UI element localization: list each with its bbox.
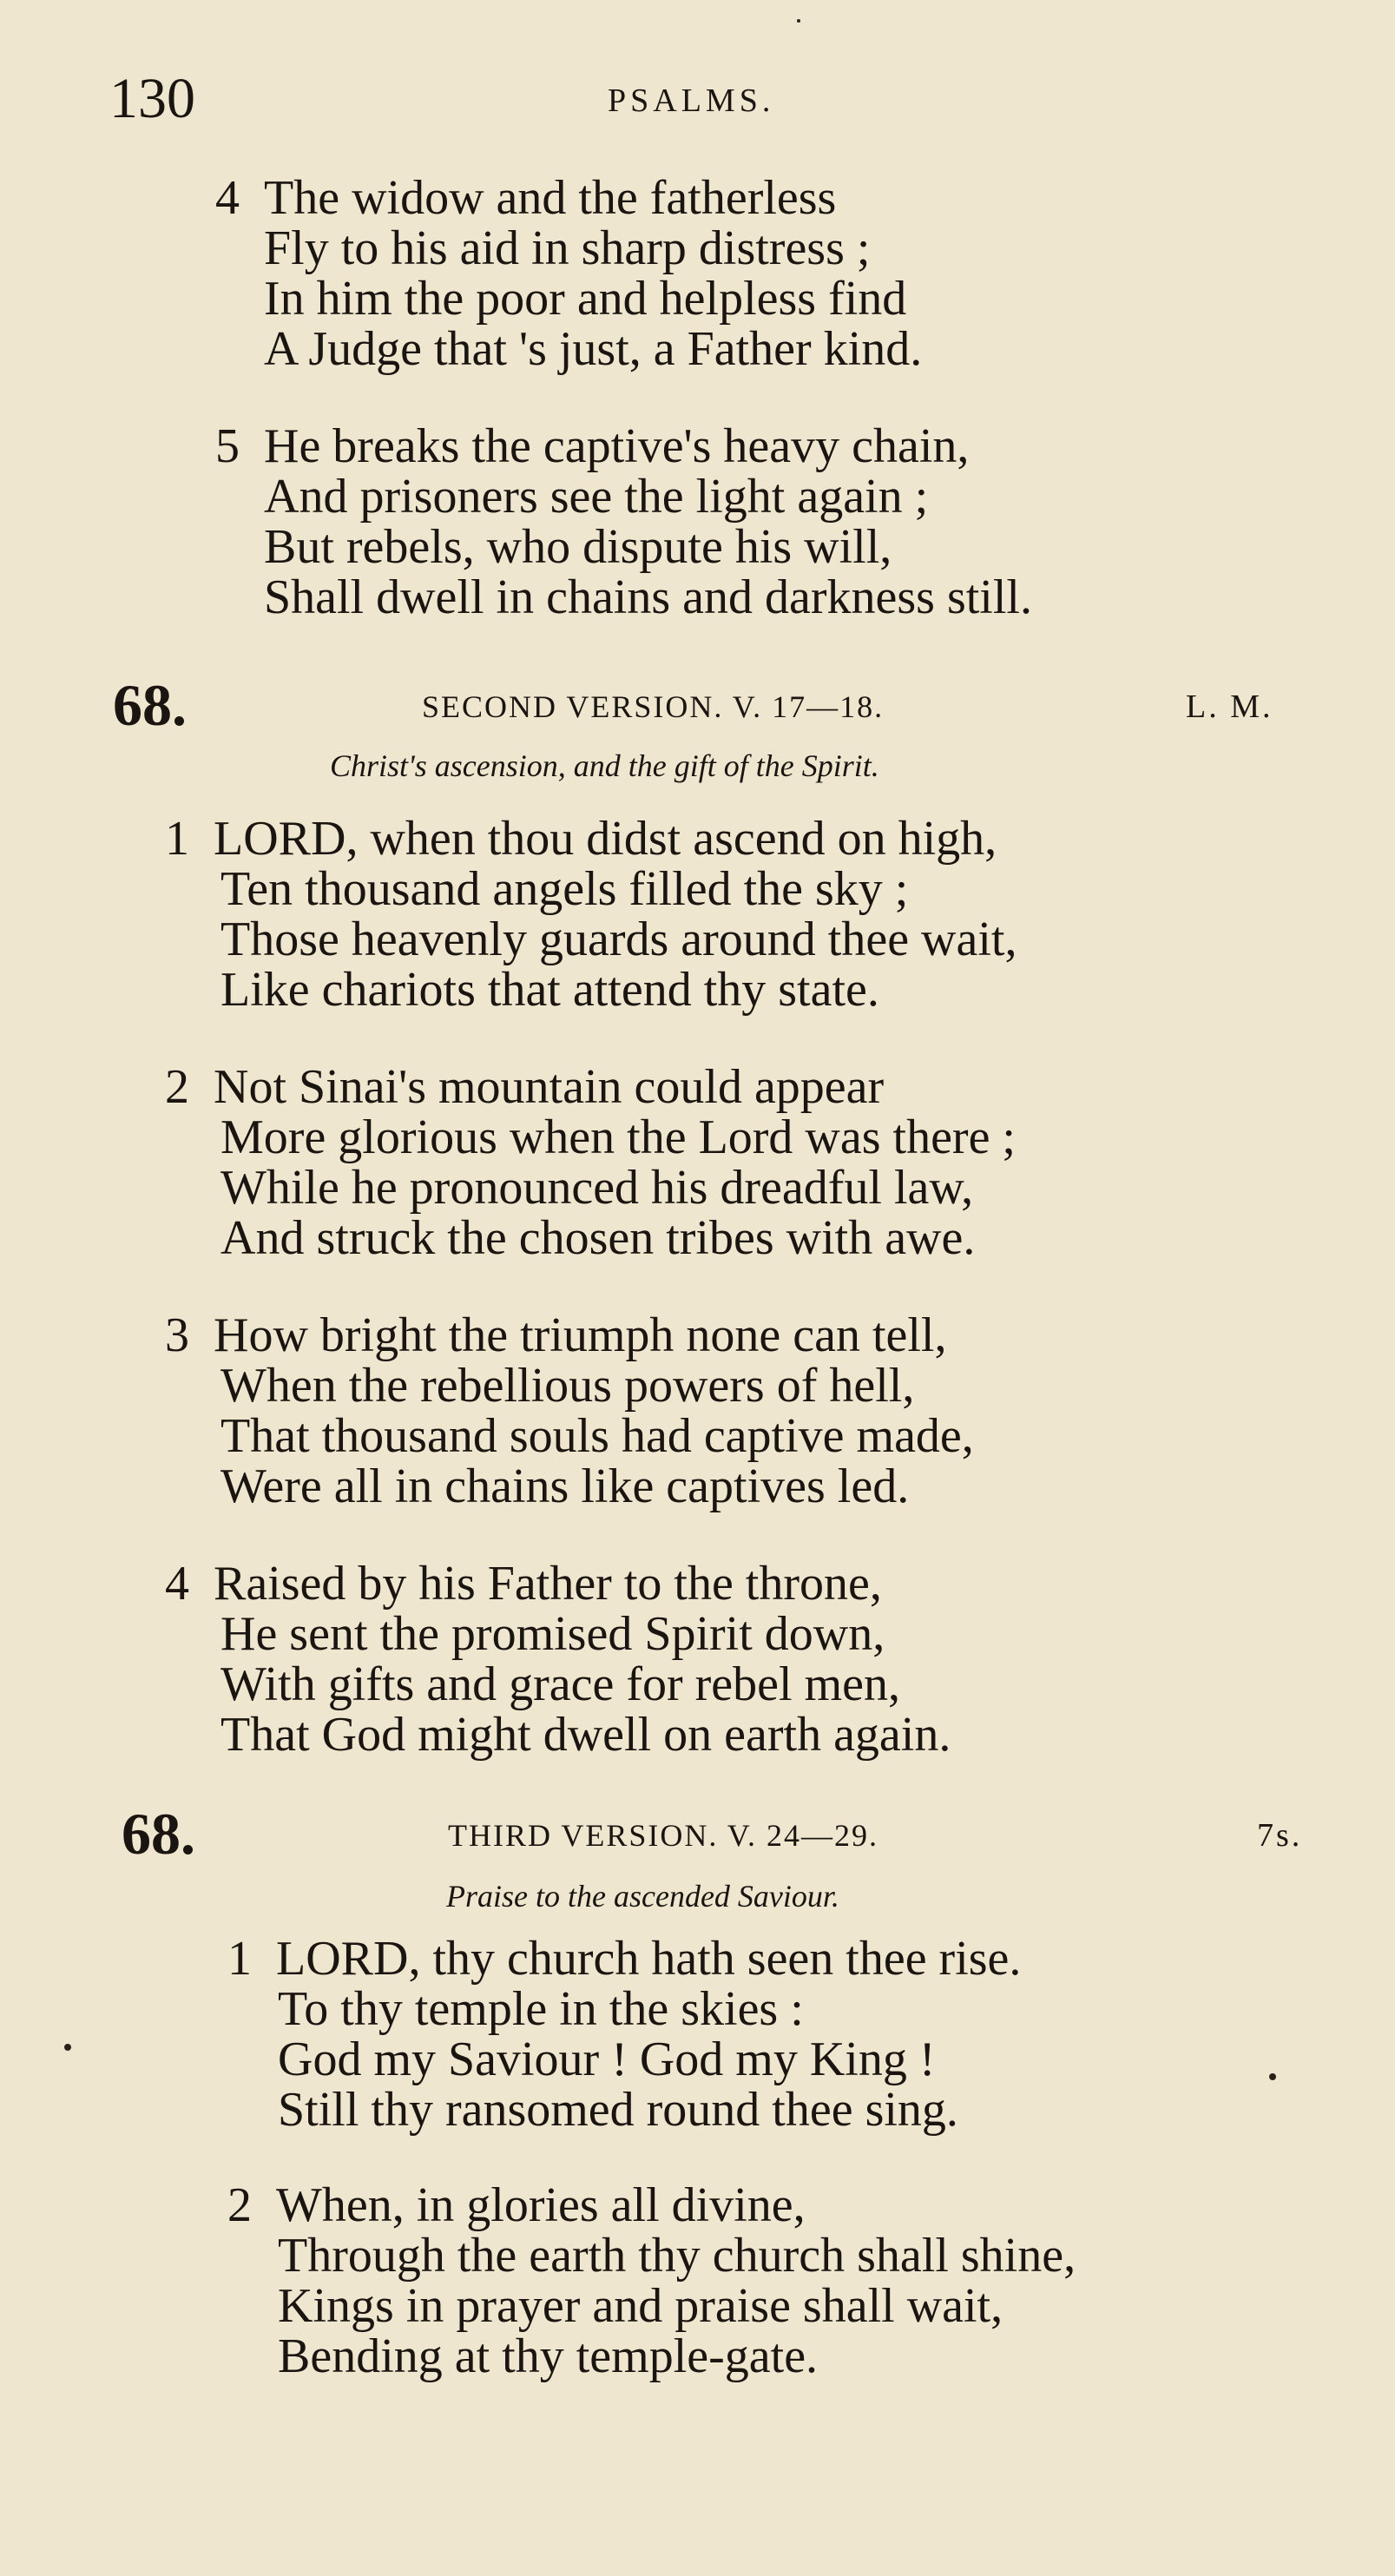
verse-line: While he pronounced his dreadful law, <box>220 1161 974 1215</box>
stanza-number: 3 <box>165 1308 189 1362</box>
verse-line: To thy temple in the skies : <box>278 1982 804 2036</box>
verse-line: Kings in prayer and praise shall wait, <box>278 2279 1003 2333</box>
hymn-subtitle: Christ's ascension, and the gift of the Spirit. <box>330 748 879 783</box>
verse-line: Like chariots that attend thy state. <box>220 963 879 1017</box>
meter: L. M. <box>1186 688 1273 725</box>
verse-line: How bright the triumph none can tell, <box>214 1308 947 1362</box>
hymn-number: 68. <box>122 1801 195 1867</box>
page-number: 130 <box>109 67 195 130</box>
verse-line: A Judge that 's just, a Father kind. <box>264 322 923 376</box>
verse-line: Shall dwell in chains and darkness still. <box>264 570 1032 624</box>
meter: 7s. <box>1257 1817 1303 1854</box>
verse-line: And prisoners see the light again ; <box>264 470 929 524</box>
verse-line: Bending at thy temple-gate. <box>278 2329 819 2383</box>
stanza-number: 2 <box>165 1060 189 1114</box>
verse-line: Raised by his Father to the throne, <box>214 1557 882 1611</box>
verse-line: Were all in chains like captives led. <box>220 1459 910 1513</box>
verse-line: More glorious when the Lord was there ; <box>220 1110 1016 1164</box>
verse-line: Not Sinai's mountain could appear <box>214 1060 885 1114</box>
verse-line: He breaks the captive's heavy chain, <box>264 419 970 473</box>
hymn-subtitle: Praise to the ascended Saviour. <box>446 1879 839 1914</box>
verse-line: With gifts and grace for rebel men, <box>220 1657 900 1711</box>
verse-line: Through the earth thy church shall shine, <box>278 2229 1076 2283</box>
ink-speck <box>1269 2073 1276 2080</box>
verse-line: God my Saviour ! God my King ! <box>278 2032 936 2086</box>
stanza-number: 2 <box>227 2178 252 2232</box>
stanza-number: 5 <box>215 419 240 473</box>
verse-line: He sent the promised Spirit down, <box>220 1607 885 1661</box>
version-heading: THIRD VERSION. V. 24—29. <box>448 1818 879 1853</box>
verse-line: That thousand souls had captive made, <box>220 1409 974 1463</box>
hymn-number: 68. <box>113 672 187 738</box>
page-header <box>109 64 1286 134</box>
verse-line: The widow and the fatherless <box>264 171 837 225</box>
stanza-number: 1 <box>165 812 189 866</box>
verse-line: That God might dwell on earth again. <box>220 1708 951 1762</box>
verse-line: In him the poor and helpless find <box>264 272 907 326</box>
ink-speck <box>797 19 800 23</box>
verse-line: LORD, thy church hath seen thee rise. <box>276 1932 1022 1986</box>
verse-line: But rebels, who dispute his will, <box>264 520 892 574</box>
verse-line: Still thy ransomed round thee sing. <box>278 2083 958 2137</box>
verse-line: And struck the chosen tribes with awe. <box>220 1211 976 1265</box>
verse-line: When, in glories all divine, <box>276 2178 806 2232</box>
verse-line: Fly to his aid in sharp distress ; <box>264 221 871 275</box>
verse-line: Ten thousand angels filled the sky ; <box>220 862 909 916</box>
verse-line: When the rebellious powers of hell, <box>220 1359 915 1413</box>
verse-line: Those heavenly guards around thee wait, <box>220 912 1017 966</box>
version-heading: SECOND VERSION. V. 17—18. <box>422 689 885 724</box>
stanza-number: 4 <box>165 1557 189 1611</box>
stanza-number: 4 <box>215 171 240 225</box>
stanza-number: 1 <box>227 1932 252 1986</box>
running-title: PSALMS. <box>608 82 775 119</box>
ink-speck <box>64 2044 71 2051</box>
verse-line: LORD, when thou didst ascend on high, <box>214 812 997 866</box>
